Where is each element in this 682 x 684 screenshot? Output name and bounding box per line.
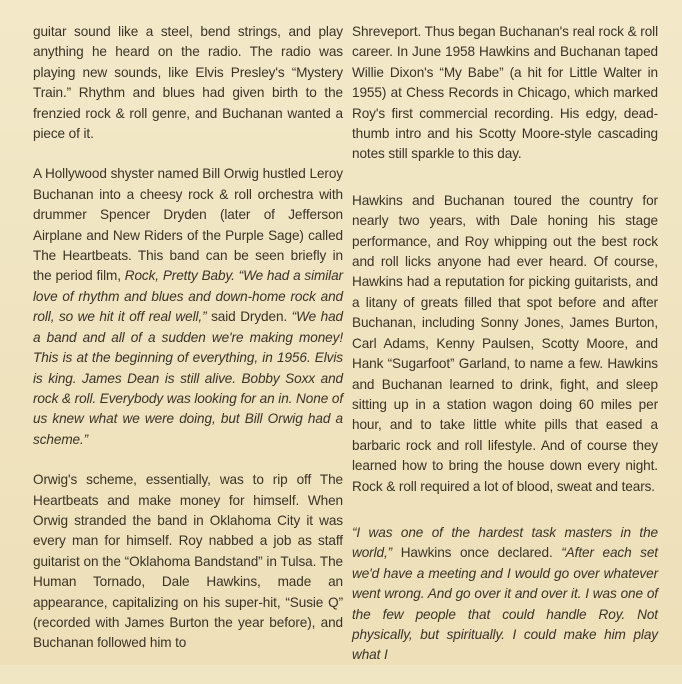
right-paragraph-3-text-a: Hawkins once declared. (392, 545, 562, 561)
right-paragraph-1: Shreveport. Thus began Buchanan's real rock & roll career. In June 1958 Hawkins and Buchanan taped Willie Dixon's “My Babe” (a hit for Little Walter in 1955) at Chess Records in Chicago, which marked Roy's first commercial recording. His edgy, dead-thumb intro and his Scotty Moore-style cascading notes still sparkle to this day. (352, 24, 658, 162)
left-paragraph-3: Orwig's scheme, essentially, was to rip off The Heartbeats and make money for himself. When Orwig stranded the band in Oklahoma City it was every man for himself. Roy nabbed a job as staff guitarist on the “Oklahoma Bandstand” in Tulsa. The Human Tornado, Dale Hawkins, made an appearance, capitalizing on his super-hit, “Susie Q” (recorded with James Burton the year before), and Buchanan followed him to (33, 472, 343, 651)
right-paragraph-2: Hawkins and Buchanan toured the country for nearly two years, with Dale honing his stage performance, and Roy whipping out the best rock and roll licks anyone had ever heard. Of course, Hawkins had a reputation for picking guitarists, and a litany of greats filled that spot before and after Buchanan, including Sonny Jones, James Burton, Carl Adams, Kenny Paulsen, Scotty Moore, and Hank “Sugarfoot” Garland, to name a few. Hawkins and Buchanan learned to drink, fight, and sleep sitting up in a station wagon doing 60 miles per hour, and to take little white pills that eased a barbaric rock and roll lifestyle. And of course they learned how to bring the house down every night. Rock & roll required a lot of blood, sweat and tears. (352, 192, 658, 494)
film-title: Rock, Pretty Baby. (124, 268, 235, 284)
left-paragraph-1: guitar sound like a steel, bend strings, and play anything he heard on the radio. The radio was playing new sounds, like Elvis Presley's “Mystery Train.” Rhythm and blues had given birth to the frenzied rock & roll genre, and Buchanan wanted a piece of it. (33, 24, 343, 142)
right-paragraph-3 (352, 523, 658, 666)
dryden-quote-2: “We had a band and all of a sudden we're making money! This is at the beginning of everything, in 1956. Elvis is king. James Dean is still alive. Bobby Soxx and rock & roll. Everybody was looking for an in. None of us knew what we were doing, but Bill Orwig had a scheme.” (33, 309, 343, 447)
left-paragraph-2-text-b: said Dryden. (206, 309, 292, 325)
hawkins-quote-2: “After each set we'd have a meeting and I would go over whatever went wrong. And go over it and over it. I was one of the few people that could handle Roy. Not physically, but spiritually. I could make him play what I (352, 545, 658, 663)
left-paragraph-2-text-a: A Hollywood shyster named Bill Orwig hustled Leroy Buchanan into a cheesy rock & roll orchestra with drummer Spencer Dryden (later of Jefferson Airplane and New Riders of the Purple Sage) called The Heartbeats. This band can be seen briefly in the period film, (33, 166, 343, 284)
dryden-quote-1: “We had a similar love of rhythm and blues and down-home rock and roll, so we hit it off real well,” (33, 268, 343, 325)
right-column (352, 22, 658, 684)
hawkins-quote-1: “I was one of the hardest task masters in the world,” (352, 524, 658, 561)
left-paragraph-2 (33, 164, 343, 450)
left-column (33, 22, 343, 672)
